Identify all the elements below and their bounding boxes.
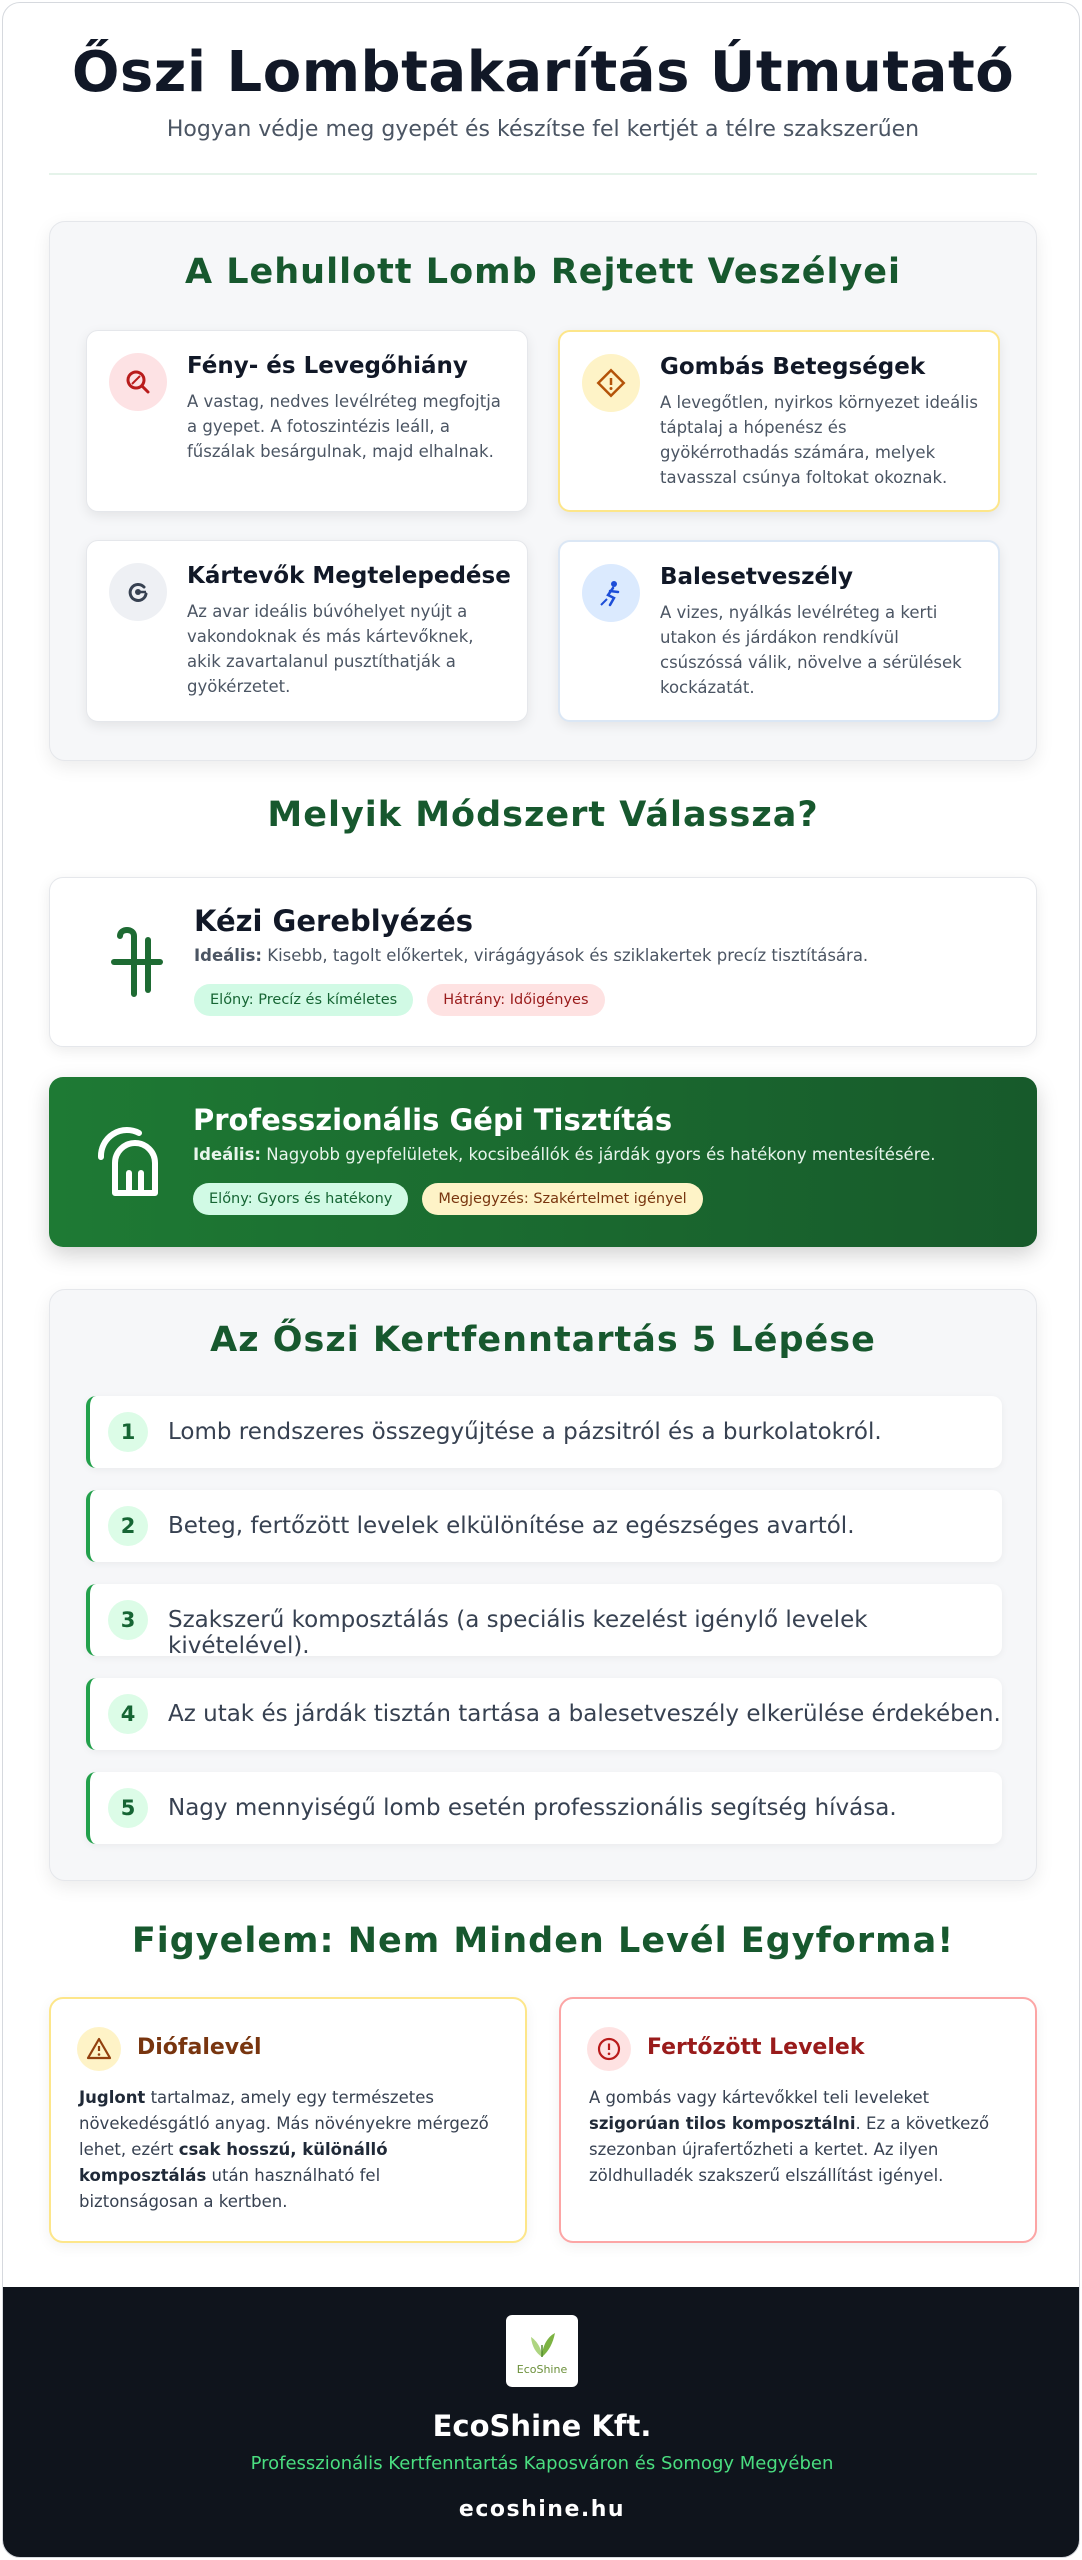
danger-card-text: A vastag, nedves levélréteg megfojtja a gyepet. A fotoszintézis leáll, a fűszálak besárgulnak, majd elhalnak. xyxy=(187,392,501,461)
warning-title: Diófalevél xyxy=(137,2035,262,2060)
steps-title: Az Őszi Kertfenntartás 5 Lépése xyxy=(210,1320,876,1360)
warning-text: A gombás vagy kártevőkkel teli leveleket szigorúan tilos komposztálni. Ez a következő szezonban újrafertőzheti a kertet. Az ilyen zöldhulladék szakszerű elszállítást igényel. xyxy=(589,2088,990,2185)
step-item xyxy=(86,1584,1002,1659)
method-title: Kézi Gereblyézés xyxy=(194,904,474,938)
method-card-manual xyxy=(49,877,1037,1047)
danger-card-title: Gombás Betegségek xyxy=(660,354,926,380)
page xyxy=(2,2,1080,2558)
alert-circle-icon xyxy=(587,2027,631,2071)
pro-badge: Előny: Gyors és hatékony xyxy=(193,1183,408,1215)
step-number: 2 xyxy=(108,1506,148,1546)
warning-text: Juglont tartalmaz, amely egy természetes növekedésgátló anyag. Más növényekre mérgező lehet, ezért csak hosszú, különálló komposztálás után használható fel biztonságosan a kertben. xyxy=(79,2088,489,2211)
website-link[interactable]: ecoshine.hu xyxy=(458,2497,626,2522)
company-tagline: Professzionális Kertfenntartás Kaposváron és Somogy Megyében xyxy=(250,2453,834,2474)
method-description: Ideális: Kisebb, tagolt előkertek, virágágyások és sziklakertek precíz tisztítására. xyxy=(194,946,869,965)
warning-triangle-icon xyxy=(77,2027,121,2071)
step-text: Lomb rendszeres összegyűjtése a pázsitról és a burkolatokról. xyxy=(168,1419,882,1445)
page-header xyxy=(49,39,1037,142)
step-text: Nagy mennyiségű lomb esetén professzionális segítség hívása. xyxy=(168,1795,897,1821)
warning-title: Fertőzött Levelek xyxy=(647,2035,865,2060)
con-badge: Hátrány: Időigényes xyxy=(427,984,604,1016)
pro-badge: Előny: Precíz és kíméletes xyxy=(194,984,413,1016)
warnings-header xyxy=(49,1921,1037,1961)
step-item xyxy=(86,1490,1002,1562)
danger-card-fungus xyxy=(558,330,1000,512)
step-text: Az utak és járdák tisztán tartása a balesetveszély elkerülése érdekében. xyxy=(168,1701,1001,1727)
step-number: 1 xyxy=(108,1412,148,1452)
danger-card-light-air xyxy=(86,330,528,512)
header-divider xyxy=(49,173,1037,175)
method-tags xyxy=(194,984,605,1016)
danger-card-pests xyxy=(86,540,528,722)
step-item xyxy=(86,1396,1002,1468)
note-badge: Megjegyzés: Szakértelmet igényel xyxy=(422,1183,702,1215)
method-title: Professzionális Gépi Tisztítás xyxy=(193,1103,673,1137)
dangers-section xyxy=(49,221,1037,761)
pest-icon xyxy=(109,563,167,621)
warnings-title: Figyelem: Nem Minden Levél Egyforma! xyxy=(131,1921,955,1961)
slip-hazard-icon xyxy=(582,564,640,622)
step-text: Szakszerű komposztálás (a speciális kezelést igénylő levelek kivételével). xyxy=(168,1607,868,1659)
danger-card-text: Az avar ideális búvóhelyet nyújt a vakondoknak és más kártevőknek, akik zavartalanul pusztíthatják a gyökérzetet. xyxy=(187,602,474,696)
warning-card-infected xyxy=(559,1997,1037,2243)
step-number: 3 xyxy=(108,1600,148,1640)
step-text: Beteg, fertőzött levelek elkülönítése az egészséges avartól. xyxy=(168,1513,855,1539)
leaf-blower-icon xyxy=(89,1117,179,1207)
method-tags xyxy=(193,1183,703,1215)
danger-card-title: Kártevők Megtelepedése xyxy=(187,563,511,589)
company-name: EcoShine Kft. xyxy=(432,2409,652,2443)
step-number: 5 xyxy=(108,1788,148,1828)
step-item xyxy=(86,1772,1002,1844)
footer xyxy=(3,2287,1080,2558)
danger-card-accident xyxy=(558,540,1000,722)
warning-card-walnut xyxy=(49,1997,527,2243)
warning-diamond-icon xyxy=(582,354,640,412)
suffocation-icon xyxy=(109,353,167,411)
method-card-machine xyxy=(49,1077,1037,1247)
steps-section xyxy=(49,1289,1037,1881)
danger-card-title: Balesetveszély xyxy=(660,564,853,590)
methods-title: Melyik Módszert Válassza? xyxy=(267,795,819,835)
method-description: Ideális: Nagyobb gyepfelületek, kocsibeállók és járdák gyors és hatékony mentesítésére. xyxy=(193,1145,936,1164)
page-subtitle: Hogyan védje meg gyepét és készítse fel kertjét a télre szakszerűen xyxy=(166,117,920,142)
rake-icon xyxy=(90,918,180,1008)
page-title: Őszi Lombtakarítás Útmutató xyxy=(71,40,1015,105)
danger-card-text: A vizes, nyálkás levélréteg a kerti utakon és járdákon rendkívül csúszóssá válik, növelve a sérülések kockázatát. xyxy=(660,603,962,697)
step-number: 4 xyxy=(108,1694,148,1734)
danger-card-title: Fény- és Levegőhiány xyxy=(187,353,468,379)
company-logo xyxy=(506,2315,578,2387)
leaf-icon xyxy=(525,2327,559,2361)
danger-card-text: A levegőtlen, nyirkos környezet ideális táptalaj a hópenész és gyökérrothadás számára, melyek tavasszal csúnya foltokat okoznak. xyxy=(660,393,978,487)
step-item xyxy=(86,1678,1002,1750)
logo-text: EcoShine xyxy=(516,2362,568,2376)
methods-header xyxy=(49,795,1037,835)
dangers-title: A Lehullott Lomb Rejtett Veszélyei xyxy=(184,252,902,292)
